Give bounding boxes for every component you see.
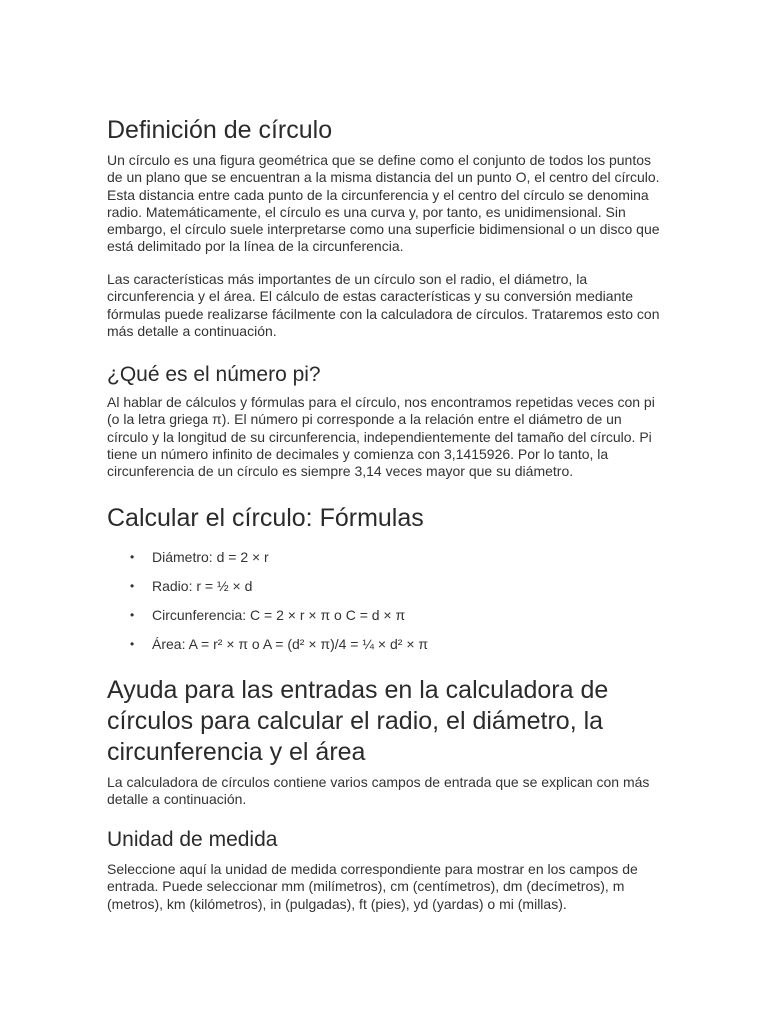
formula-diametro: Diámetro: d = 2 × r [152, 549, 269, 565]
list-item [107, 547, 428, 576]
heading-formulas: Calcular el círculo: Fórmulas [107, 504, 424, 532]
formula-list [107, 547, 428, 663]
paragraph-unidad-de-medida: Seleccione aquí la unidad de medida correspondiente para mostrar en los campos de entrada. Puede seleccionar mm (milímetros), cm (centímetros), dm (decímetros), m (metros), km (kilómetros), in (pulgadas), ft (pies), yd (yardas) o mi (millas). [107, 861, 638, 912]
heading-ayuda: Ayuda para las entradas en la calculadora de círculos para calcular el radio, el diámetro, la circunferencia y el área [107, 676, 609, 766]
bullet-icon: • [130, 579, 135, 593]
list-item [107, 605, 428, 634]
bullet-icon: • [130, 608, 135, 622]
formula-radio: Radio: r = ½ × d [152, 578, 253, 594]
bullet-icon: • [130, 637, 135, 651]
list-item [107, 576, 428, 605]
paragraph-definicion-2: Las características más importantes de un círculo son el radio, el diámetro, la circunferencia y el área. El cálculo de estas características y su conversión mediante fórmulas puede realizarse fácilmente con la calculadora de círculos. Trataremos esto con más detalle a continuación. [107, 271, 660, 339]
heading-unidad-de-medida: Unidad de medida [107, 828, 278, 851]
paragraph-definicion-1: Un círculo es una figura geométrica que se define como el conjunto de todos los puntos de un plano que se encuentran a la misma distancia del un punto O, el centro del círculo. Esta distancia entre cada punto de la circunferencia y el centro del círculo se denomina radio. Matemáticamente, el círculo es una curva y, por tanto, es unidimensional. Sin embargo, el círculo suele interpretarse como una superficie bidimensional o un disco que está delimitado por la línea de la circunferencia. [107, 152, 660, 255]
heading-definicion: Definición de círculo [107, 116, 333, 144]
paragraph-ayuda: La calculadora de círculos contiene varios campos de entrada que se explican con más detalle a continuación. [107, 774, 650, 808]
formula-area: Área: A = r² × π o A = (d² × π)/4 = ¼ × d² × π [152, 636, 429, 652]
bullet-icon: • [130, 550, 135, 564]
formula-circunferencia: Circunferencia: C = 2 × r × π o C = d × π [152, 607, 406, 623]
paragraph-numero-pi: Al hablar de cálculos y fórmulas para el círculo, nos encontramos repetidas veces con pi (o la letra griega π). El número pi corresponde a la relación entre el diámetro de un círculo y la longitud de su circunferencia, independientemente del tamaño del círculo. Pi tiene un número infinito de decimales y comienza con 3,1415926. Por lo tanto, la circunferencia de un círculo es siempre 3,14 veces mayor que su diámetro. [107, 394, 655, 480]
list-item [107, 634, 428, 663]
heading-numero-pi: ¿Qué es el número pi? [107, 363, 321, 386]
